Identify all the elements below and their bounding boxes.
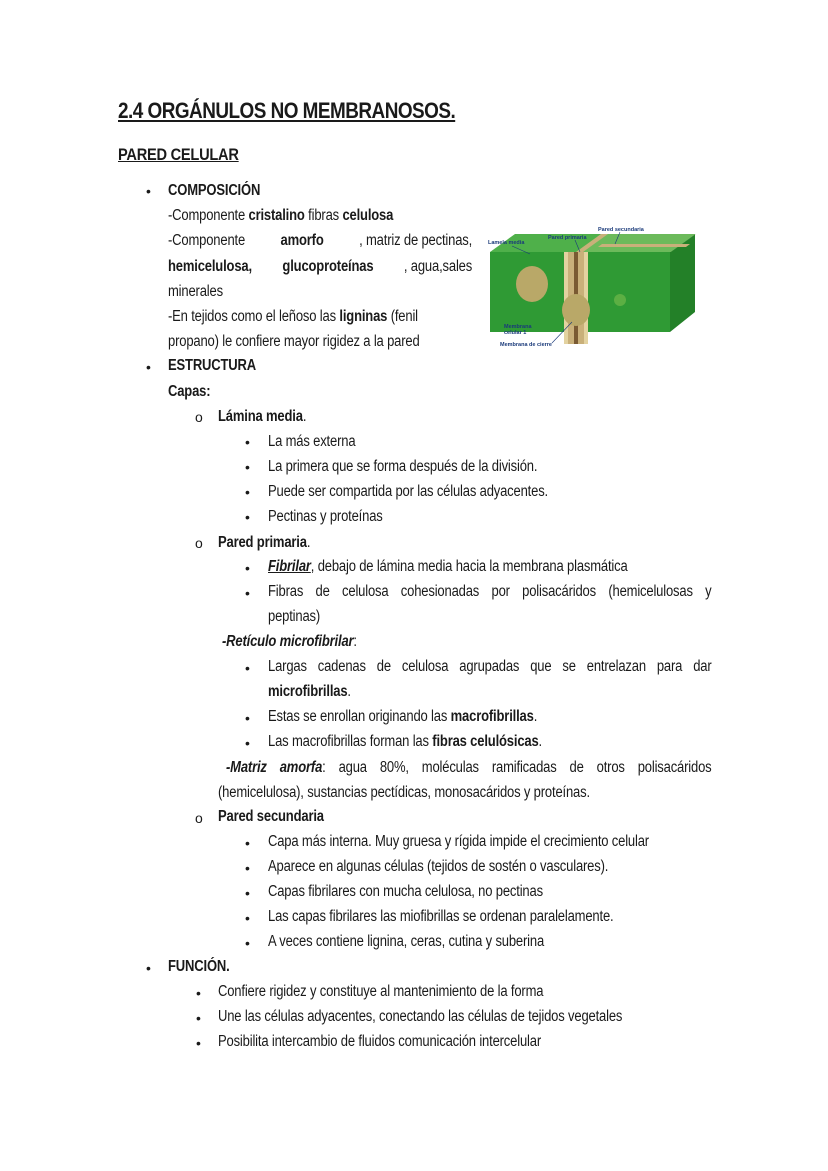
funcion-item-3: Posibilita intercambio de fluidos comunicación intercelular — [218, 1033, 541, 1050]
bullet-disc: • — [146, 359, 151, 375]
composicion-line-4: minerales — [168, 283, 223, 300]
largas-line-1: Largas cadenas de celulosa agrupadas que se entrelazan para dar — [268, 658, 712, 675]
reticulo-heading: -Retículo microfibrilar: — [222, 633, 357, 650]
lamina-item-2: La primera que se forma después de la división. — [268, 458, 538, 475]
funcion-item-2: Une las células adyacentes, conectando las células de tejidos vegetales — [218, 1008, 623, 1025]
bullet-square: • — [245, 660, 250, 676]
diagram-pit-left — [516, 266, 548, 302]
bullet-square: • — [196, 1010, 201, 1026]
enrollan-line: Estas se enrollan originando las macrofibrillas. — [268, 708, 538, 725]
fibras-line-2: peptinas) — [268, 608, 321, 625]
label-secundaria: Pared secundaria — [598, 227, 644, 233]
composicion-heading: COMPOSICIÓN — [168, 182, 261, 199]
composicion-line-3: hemicelulosa, glucoproteínas , agua,sales — [168, 258, 473, 275]
funcion-heading: FUNCIÓN. — [168, 958, 230, 975]
lamina-item-1: La más externa — [268, 433, 356, 450]
bullet-square: • — [245, 860, 250, 876]
bullet-square: • — [245, 935, 250, 951]
bullet-square: • — [245, 560, 250, 576]
matriz-line-2: (hemicelulosa), sustancias pectídicas, monosacáridos y proteínas. — [218, 784, 590, 801]
pared-primaria-title: Pared primaria. — [218, 534, 311, 551]
bullet-square: • — [245, 885, 250, 901]
bullet-disc: • — [146, 183, 151, 199]
diagram-pit-center — [562, 294, 590, 326]
bullet-square: • — [196, 985, 201, 1001]
bullet-square: • — [245, 484, 250, 500]
page-title: 2.4 ORGÁNULOS NO MEMBRANOSOS. — [118, 98, 456, 123]
estructura-heading: ESTRUCTURA — [168, 357, 257, 374]
secundaria-item-4: Las capas fibrilares las miofibrillas se ordenan paralelamente. — [268, 908, 614, 925]
bullet-circle: o — [195, 535, 203, 551]
secundaria-item-5: A veces contiene lignina, ceras, cutina y suberina — [268, 933, 545, 950]
cell-wall-diagram — [480, 222, 705, 352]
section-heading: PARED CELULAR — [118, 145, 239, 164]
label-primaria: Pared primaria — [548, 235, 587, 241]
composicion-line-5: -En tejidos como el leñoso las ligninas (fenil — [168, 308, 418, 325]
bullet-square: • — [245, 585, 250, 601]
bullet-square: • — [245, 509, 250, 525]
lamina-media-title: Lámina media. — [218, 408, 307, 425]
bullet-square: • — [196, 1035, 201, 1051]
composicion-line-6: propano) le confiere mayor rigidez a la pared — [168, 333, 420, 350]
secundaria-item-1: Capa más interna. Muy gruesa y rígida impide el crecimiento celular — [268, 833, 649, 850]
funcion-item-1: Confiere rigidez y constituye al mantenimiento de la forma — [218, 983, 544, 1000]
label-lamela: Lamela media — [488, 240, 525, 246]
bullet-square: • — [245, 835, 250, 851]
fibras-line-1: Fibras de celulosa cohesionadas por polisacáridos (hemicelulosas y — [268, 583, 712, 600]
fibrilar-line: Fibrilar, debajo de lámina media hacia la membrana plasmática — [268, 558, 628, 575]
label-cierre: Membrana de cierre — [500, 342, 552, 348]
largas-line-2: microfibrillas. — [268, 683, 351, 700]
lamina-item-4: Pectinas y proteínas — [268, 508, 383, 525]
composicion-line-1: -Componente cristalino fibras celulosa — [168, 207, 394, 224]
label-membrana-2: celular 1 — [504, 330, 527, 336]
secundaria-item-2: Aparece en algunas células (tejidos de sostén o vasculares). — [268, 858, 609, 875]
bullet-circle: o — [195, 409, 203, 425]
bullet-square: • — [245, 910, 250, 926]
label-membrana-1: Membrana — [504, 324, 532, 330]
bullet-square: • — [245, 710, 250, 726]
bullet-square: • — [245, 434, 250, 450]
bullet-disc: • — [146, 960, 151, 976]
composicion-line-2: -Componente amorfo , matriz de pectinas, — [168, 232, 473, 249]
capas-label: Capas: — [168, 383, 211, 400]
bullet-square: • — [245, 735, 250, 751]
pared-secundaria-title: Pared secundaria — [218, 808, 324, 825]
forman-line: Las macrofibrillas forman las fibras celulósicas. — [268, 733, 542, 750]
lamina-item-3: Puede ser compartida por las células adyacentes. — [268, 483, 548, 500]
bullet-square: • — [245, 459, 250, 475]
bullet-circle: o — [195, 810, 203, 826]
secundaria-item-3: Capas fibrilares con mucha celulosa, no pectinas — [268, 883, 543, 900]
matriz-line-1: -Matriz amorfa: agua 80%, moléculas ramificadas de otros polisacáridos — [226, 759, 712, 776]
